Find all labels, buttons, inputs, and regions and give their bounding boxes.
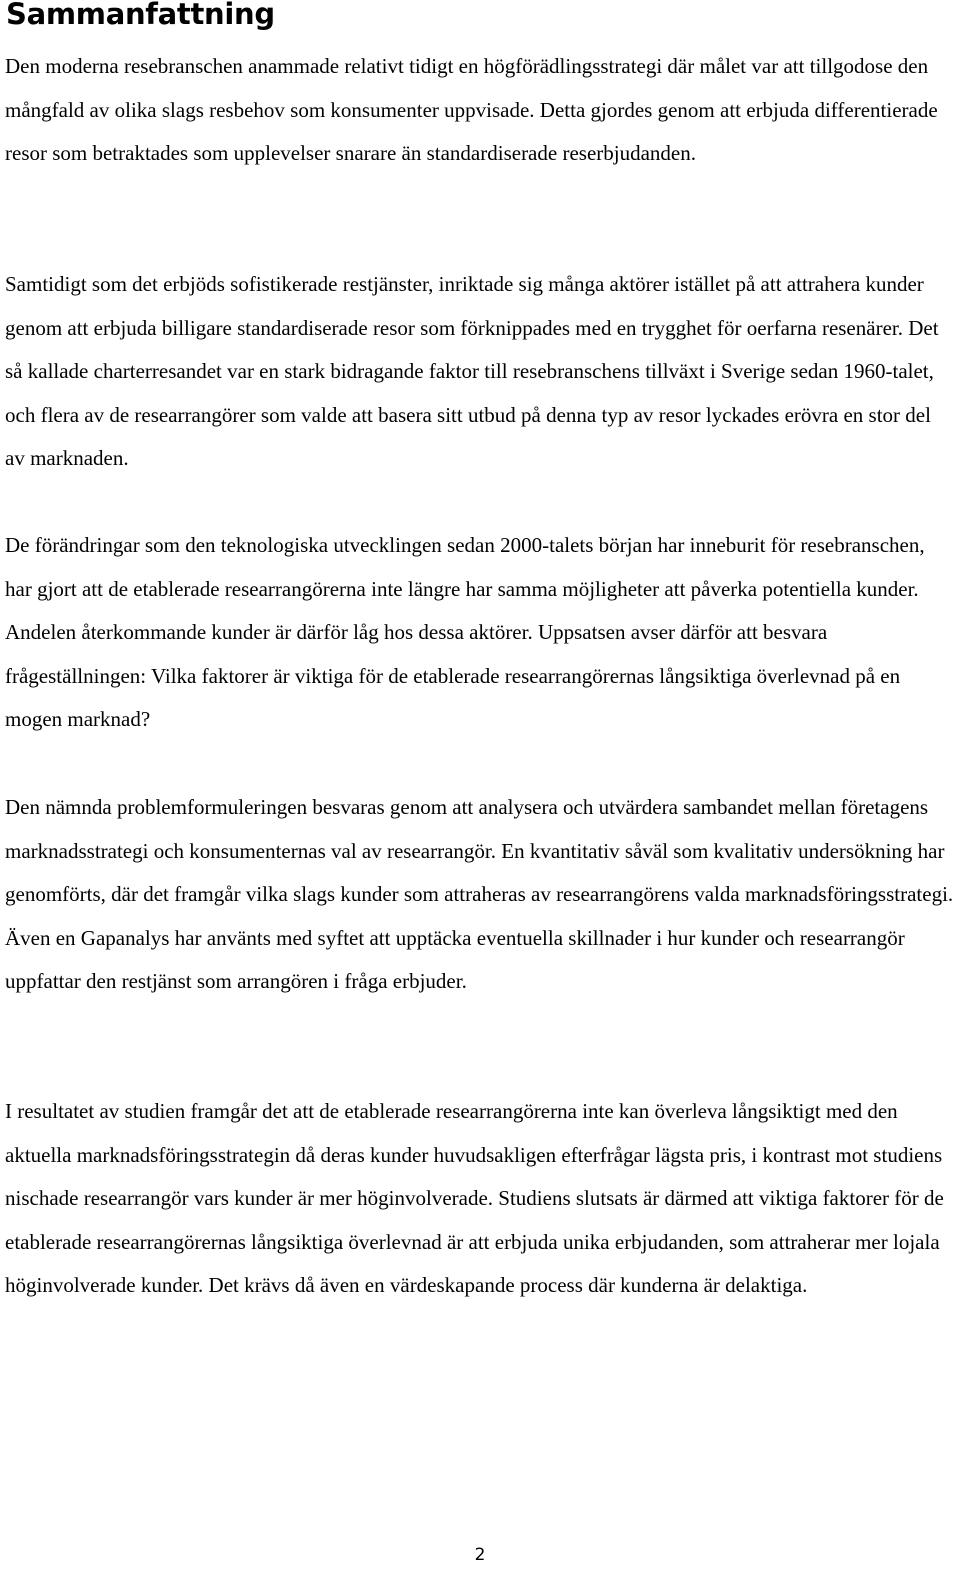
page-title: Sammanfattning <box>6 0 275 31</box>
page-number: 2 <box>474 1545 486 1565</box>
paragraph-3: De förändringar som den teknologiska utvecklingen sedan 2000-talets början har inneburit för resebranschen, har gjort att de etablerade researrangörerna inte längre har samma möjligheter att påverka potentiella kunder. Andelen återkommande kunder är därför låg hos dessa aktörer. Uppsatsen avser därför att besvara frågeställningen: Vilka faktorer är viktiga för de etablerade researrangörernas långsiktiga överlevnad på en mogen marknad? <box>5 533 925 732</box>
paragraph-5: I resultatet av studien framgår det att de etablerade researrangörerna inte kan överleva långsiktigt med den aktuella marknadsföringsstrategin då deras kunder huvudsakligen efterfrågar lägsta pris, i kontrast mot studiens nischade researrangör vars kunder är mer höginvolverade. Studiens slutsats är därmed att viktiga faktorer för de etablerade researrangörernas långsiktiga överlevnad är att erbjuda unika erbjudanden, som attraherar mer lojala höginvolverade kunder. Det krävs då även en värdeskapande process där kunderna är delaktiga. <box>5 1099 944 1298</box>
paragraph-2: Samtidigt som det erbjöds sofistikerade restjänster, inriktade sig många aktörer istället på att attrahera kunder genom att erbjuda billigare standardiserade resor som förknippades med en trygghet för oerfarna resenärer. Det så kallade charterresandet var en stark bidragande faktor till resebranschens tillväxt i Sverige sedan 1960-talet, och flera av de researrangörer som valde att basera sitt utbud på denna typ av resor lyckades erövra en stor del av marknaden. <box>5 272 939 471</box>
paragraph-4: Den nämnda problemformuleringen besvaras genom att analysera och utvärdera sambandet mellan företagens marknadsstrategi och konsumenternas val av researrangör. En kvantitativ såväl som kvalitativ undersökning har genomförts, där det framgår vilka slags kunder som attraheras av researrangörens valda marknadsföringsstrategi. Även en Gapanalys har använts med syftet att upptäcka eventuella skillnader i hur kunder och researrangör uppfattar den restjänst som arrangören i fråga erbjuder. <box>5 795 954 994</box>
paragraph-1: Den moderna resebranschen anammade relativt tidigt en högförädlingsstrategi där målet var att tillgodose den mångfald av olika slags resbehov som konsumenter uppvisade. Detta gjordes genom att erbjuda differentierade resor som betraktades som upplevelser snarare än standardiserade reserbjudanden. <box>5 54 938 166</box>
